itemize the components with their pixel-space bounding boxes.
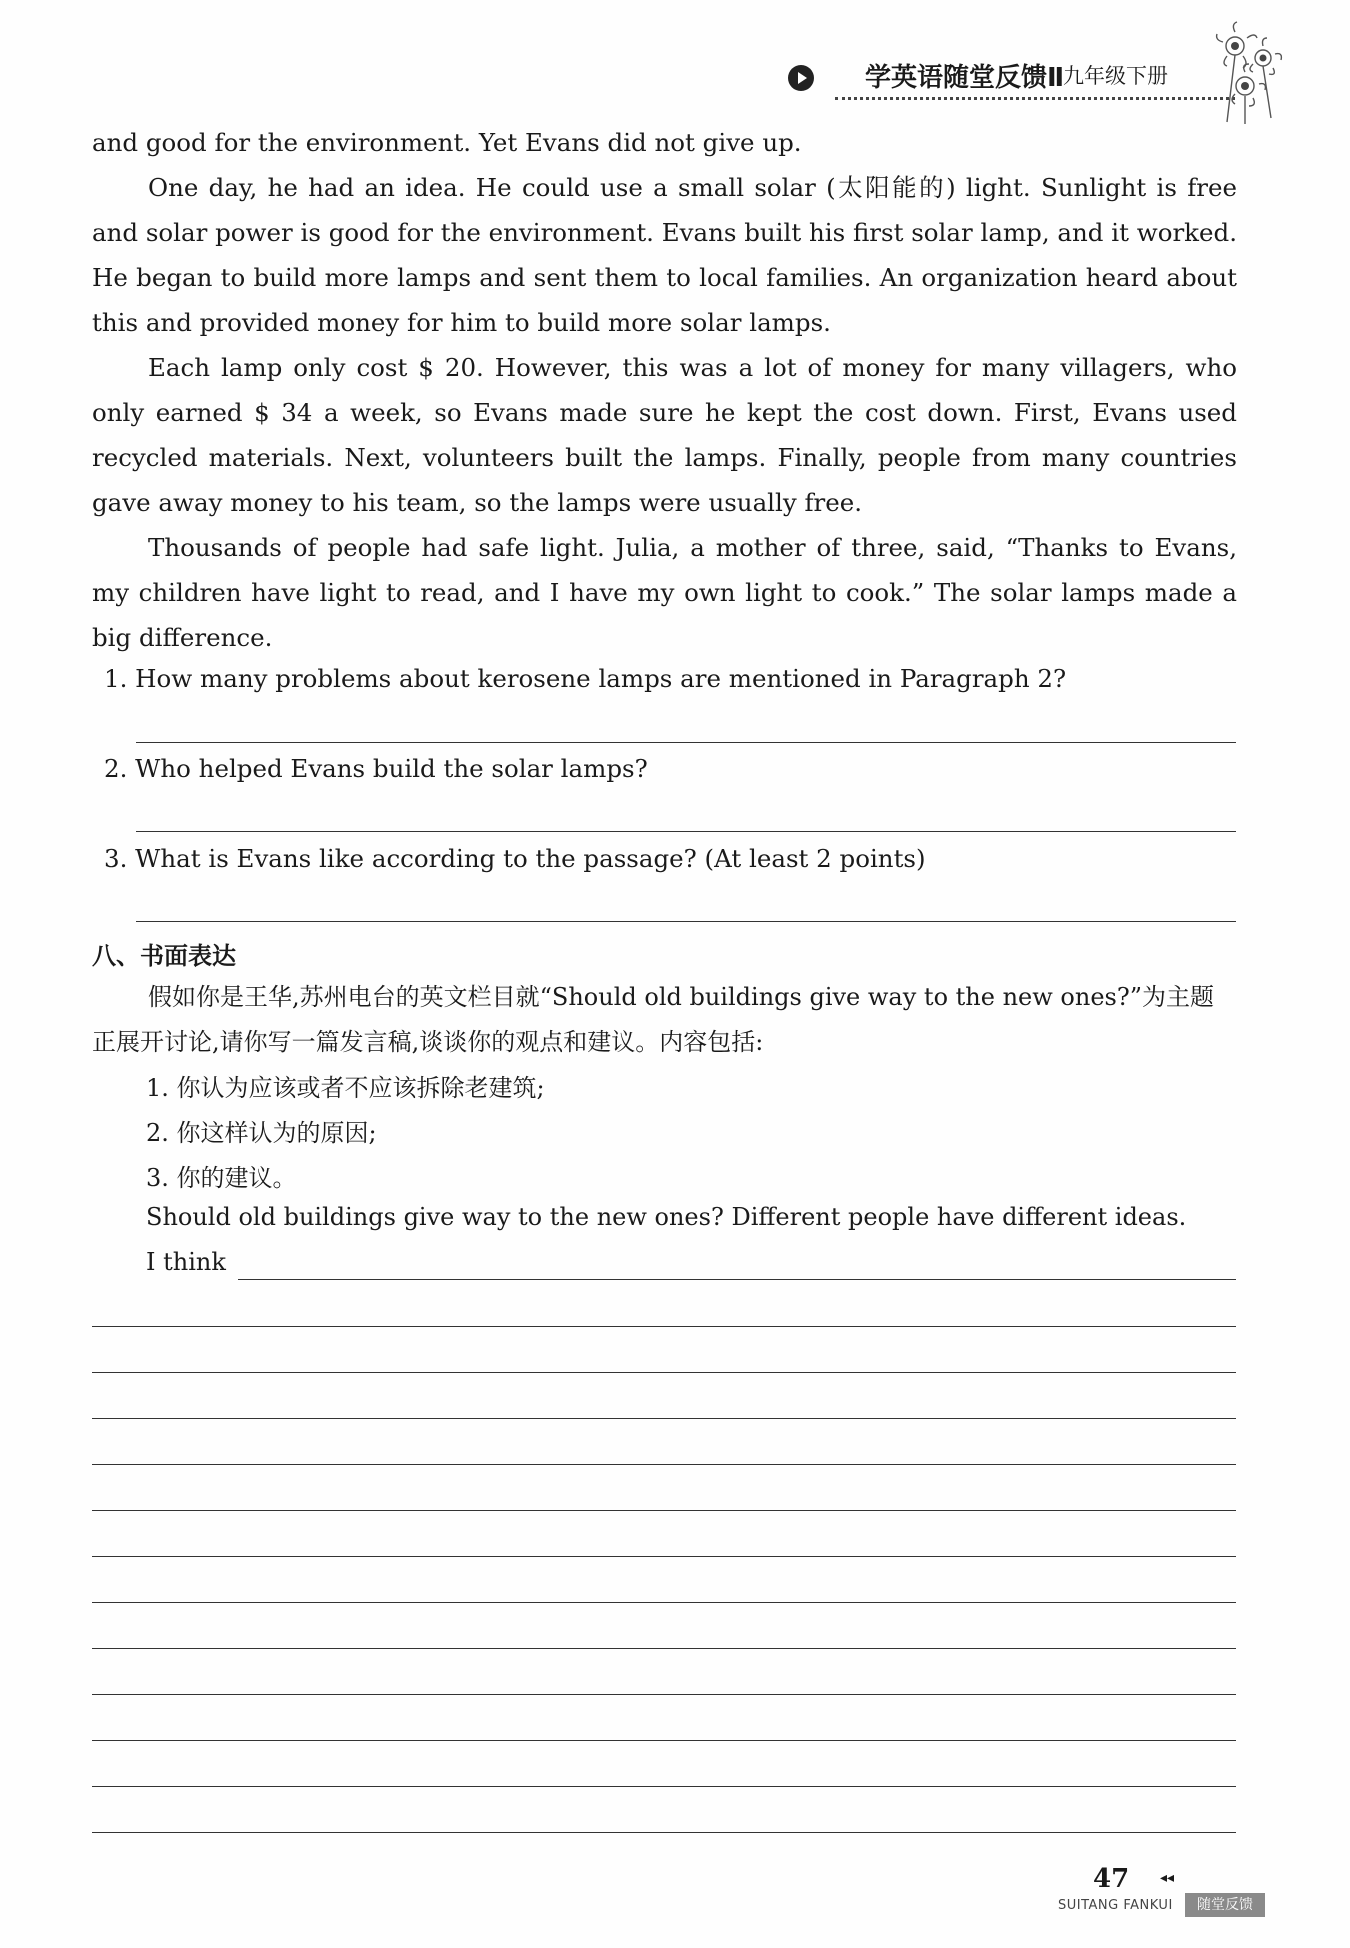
footer-brand: SUITANG FANKUI: [1058, 1898, 1173, 1913]
double-arrow-left-icon: ◂◂: [1160, 1870, 1175, 1886]
writing-line[interactable]: [92, 1464, 1236, 1465]
writing-line[interactable]: [92, 1418, 1236, 1419]
writing-line[interactable]: [92, 1602, 1236, 1603]
page-number: 47: [1093, 1864, 1130, 1894]
book-grade: 九年级下册: [1063, 64, 1168, 88]
answer-line-3[interactable]: [136, 921, 1236, 922]
passage-paragraph: One day, he had an idea. He could use a small solar (太阳能的) light. Sunlight is free and solar power is good for the environment. Evans built his first solar lamp, and it worked. He began to build more lamps and sent them to local families. An organization heard about this and provided money for him to build more solar lamps.: [92, 173, 1237, 337]
writing-line[interactable]: [92, 1648, 1236, 1649]
writing-prompt: [92, 975, 1237, 1065]
writing-line[interactable]: [92, 1740, 1236, 1741]
writing-line-first[interactable]: [238, 1279, 1236, 1280]
writing-line[interactable]: [92, 1694, 1236, 1695]
writing-line[interactable]: [92, 1372, 1236, 1373]
writing-line[interactable]: [92, 1326, 1236, 1327]
writing-line[interactable]: [92, 1786, 1236, 1787]
page-header: [780, 55, 1240, 105]
writing-line[interactable]: [92, 1510, 1236, 1511]
question-3: 3. What is Evans like according to the passage? (At least 2 points): [104, 844, 926, 873]
writing-starter: I think: [146, 1248, 226, 1276]
sunflower-decoration-icon: [1205, 18, 1295, 128]
writing-prompt-text: 假如你是王华,苏州电台的英文栏目就“Should old buildings give way to the new ones?”为主题正展开讨论,请你写一篇发言稿,谈谈你的观点和建议。内容包括:: [92, 983, 1214, 1056]
writing-line[interactable]: [92, 1832, 1236, 1833]
writing-opening-sentence: Should old buildings give way to the new ones? Different people have different ideas.: [146, 1203, 1187, 1231]
footer-badge: 随堂反馈: [1185, 1893, 1265, 1917]
play-circle-icon: [788, 65, 814, 91]
writing-section-heading: 八、书面表达: [92, 942, 236, 970]
book-title: 学英语随堂反馈Ⅱ: [865, 63, 1065, 93]
writing-point-1: 1. 你认为应该或者不应该拆除老建筑;: [146, 1074, 545, 1102]
passage-paragraph: Thousands of people had safe light. Julia, a mother of three, said, “Thanks to Evans, my children have light to read, and I have my own light to cook.” The solar lamps made a big difference.: [92, 533, 1237, 652]
writing-point-3: 3. 你的建议。: [146, 1164, 297, 1192]
writing-point-2: 2. 你这样认为的原因;: [146, 1119, 377, 1147]
answer-line-2[interactable]: [136, 831, 1236, 832]
answer-line-1[interactable]: [136, 742, 1236, 743]
question-2: 2. Who helped Evans build the solar lamps?: [104, 754, 648, 783]
reading-passage: [92, 120, 1237, 660]
header-dotted-rule: [835, 97, 1235, 100]
passage-paragraph: Each lamp only cost $ 20. However, this was a lot of money for many villagers, who only earned $ 34 a week, so Evans made sure he kept the cost down. First, Evans used recycled materials. Next, volunteers built the lamps. Finally, people from many countries gave away money to his team, so the lamps were usually free.: [92, 353, 1237, 517]
question-1: 1. How many problems about kerosene lamps are mentioned in Paragraph 2?: [104, 664, 1067, 693]
writing-line[interactable]: [92, 1556, 1236, 1557]
passage-paragraph: and good for the environment. Yet Evans did not give up.: [92, 128, 802, 157]
